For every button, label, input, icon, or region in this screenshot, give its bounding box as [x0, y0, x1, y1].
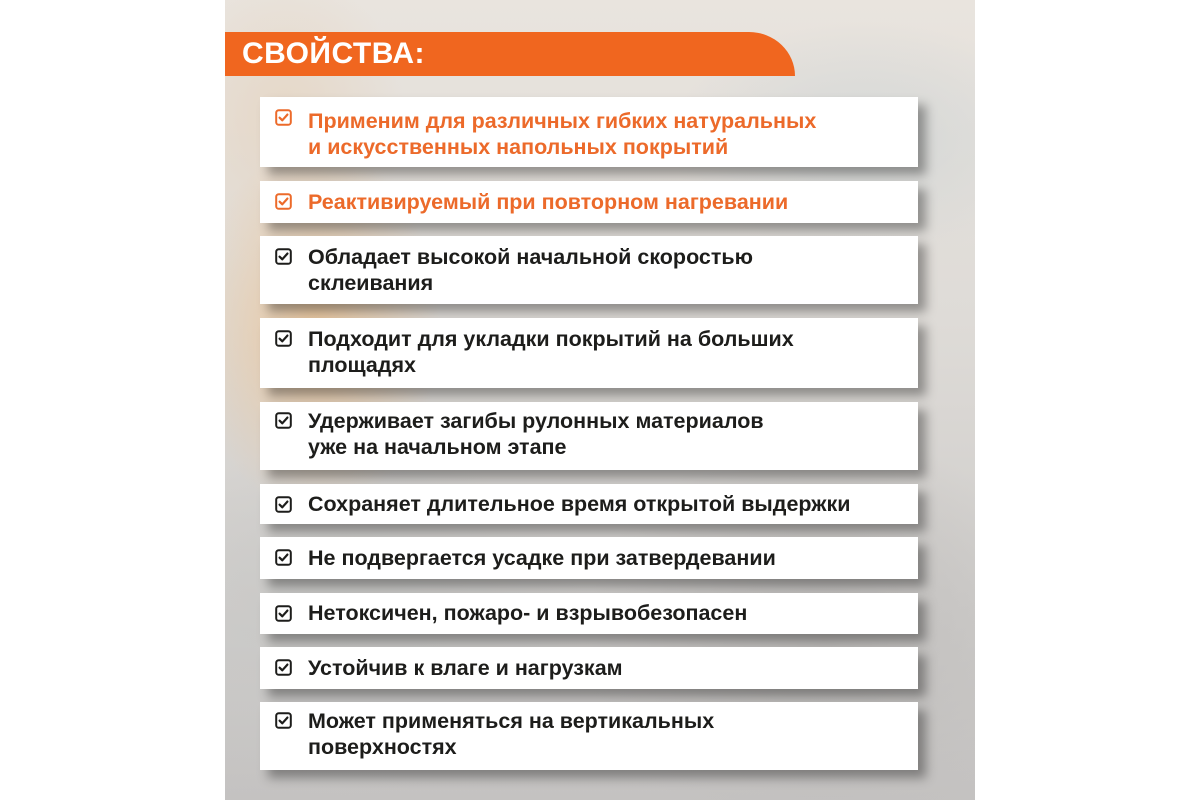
property-text: Может применяться на вертикальных поверхностях [308, 709, 715, 759]
property-item [260, 702, 918, 770]
property-text: Сохраняет длительное время открытой выдержки [308, 492, 851, 516]
property-item [260, 402, 918, 470]
checkbox-checked-icon [275, 659, 292, 676]
property-item [260, 318, 918, 388]
property-item [260, 593, 918, 634]
property-text: Удерживает загибы рулонных материалов уже на начальном этапе [308, 409, 764, 459]
checkbox-checked-icon [275, 193, 292, 210]
property-text: Не подвергается усадке при затвердевании [308, 546, 776, 570]
property-text: Подходит для укладки покрытий на больших площадях [308, 327, 794, 377]
property-item [260, 484, 918, 524]
checkbox-checked-icon [275, 496, 292, 513]
checkbox-checked-icon [275, 330, 292, 347]
property-text: Нетоксичен, пожаро- и взрывобезопасен [308, 601, 748, 625]
property-item [260, 181, 918, 223]
property-text: Обладает высокой начальной скоростью склеивания [308, 245, 753, 295]
property-item [260, 236, 918, 304]
checkbox-checked-icon [275, 605, 292, 622]
checkbox-checked-icon [275, 109, 292, 126]
checkbox-checked-icon [275, 248, 292, 265]
checkbox-checked-icon [275, 712, 292, 729]
property-item [260, 537, 918, 579]
checkbox-checked-icon [275, 412, 292, 429]
title-banner [225, 32, 795, 76]
banner-title: СВОЙСТВА: [242, 37, 426, 70]
checkbox-checked-icon [275, 549, 292, 566]
infographic-canvas [225, 0, 975, 800]
property-item [260, 97, 918, 167]
property-text: Применим для различных гибких натуральных и искусственных напольных покрытий [308, 109, 817, 159]
property-item [260, 647, 918, 689]
property-text: Устойчив к влаге и нагрузкам [308, 656, 623, 680]
property-text: Реактивируемый при повторном нагревании [308, 190, 789, 214]
